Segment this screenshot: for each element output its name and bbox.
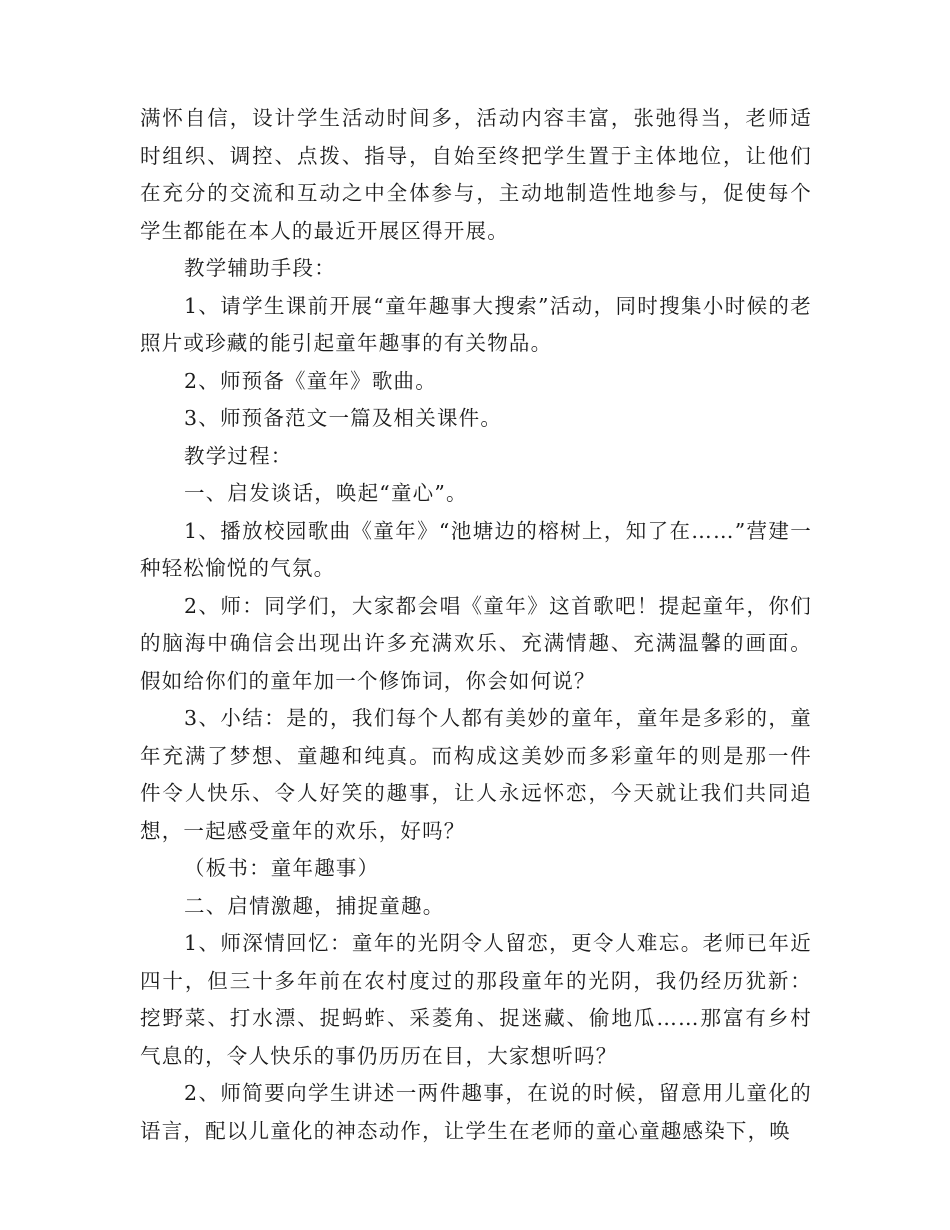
- heading-section-1: 一、启发谈话，唤起“童心”。: [184, 481, 468, 505]
- heading-section-2: 二、启情激趣，捕捉童趣。: [184, 893, 445, 918]
- paragraph-step-1-2: 2、师：同学们，大家都会唱《童年》这首歌吧！提起童年，你们的脑海中确信会出现出许多充满欢乐、充满情趣、充满温馨的画面。假如给你们的童年加一个修饰词，你会如何说？: [140, 593, 812, 693]
- paragraph-aid-2: 2、师预备《童年》歌曲。: [184, 368, 437, 393]
- paragraph-step-2-1: 1、师深情回忆：童年的光阴令人留恋，更令人难忘。老师已年近四十，但三十多年前在农村度过的那段童年的光阴，我仍经历犹新：挖野菜、打水漂、捉蚂蚱、采菱角、捉迷藏、偷地瓜……那富有乡村气息的，令人快乐的事仍历历在目，大家想听吗？: [140, 931, 812, 1068]
- paragraph-aid-3: 3、师预备范文一篇及相关课件。: [184, 406, 503, 430]
- paragraph-aid-1: 1、请学生课前开展“童年趣事大搜索”活动，同时搜集小时候的老照片或珍藏的能引起童年趣事的有关物品。: [140, 293, 812, 355]
- paragraph-step-2-2: 2、师简要向学生讲述一两件趣事，在说的时候，留意用儿童化的语言，配以儿童化的神态动作，让学生在老师的童心童趣感染下，唤: [140, 1081, 812, 1143]
- document-body: [140, 100, 812, 1150]
- paragraph-step-1-1: 1、播放校园歌曲《童年》“池塘边的榕树上，知了在……”营建一种轻松愉悦的气氛。: [140, 518, 812, 580]
- paragraph-step-1-3: 3、小结：是的，我们每个人都有美妙的童年，童年是多彩的，童年充满了梦想、童趣和纯真。而构成这美妙而多彩童年的则是那一件件令人快乐、令人好笑的趣事，让人永远怀恋，今天就让我们共同追想，一起感受童年的欢乐，好吗？: [140, 706, 812, 843]
- heading-teaching-process: 教学过程：: [184, 443, 293, 468]
- paragraph-intro-continued: 满怀自信，设计学生活动时间多，活动内容丰富，张弛得当，老师适时组织、调控、点拨、指导，自始至终把学生置于主体地位，让他们在充分的交流和互动之中全体参与，主动地制造性地参与，促使每个学生都能在本人的最近开展区得开展。: [140, 106, 812, 243]
- paragraph-board-note: （板书：童年趣事）: [184, 856, 380, 880]
- heading-teaching-aids: 教学辅助手段：: [184, 256, 336, 280]
